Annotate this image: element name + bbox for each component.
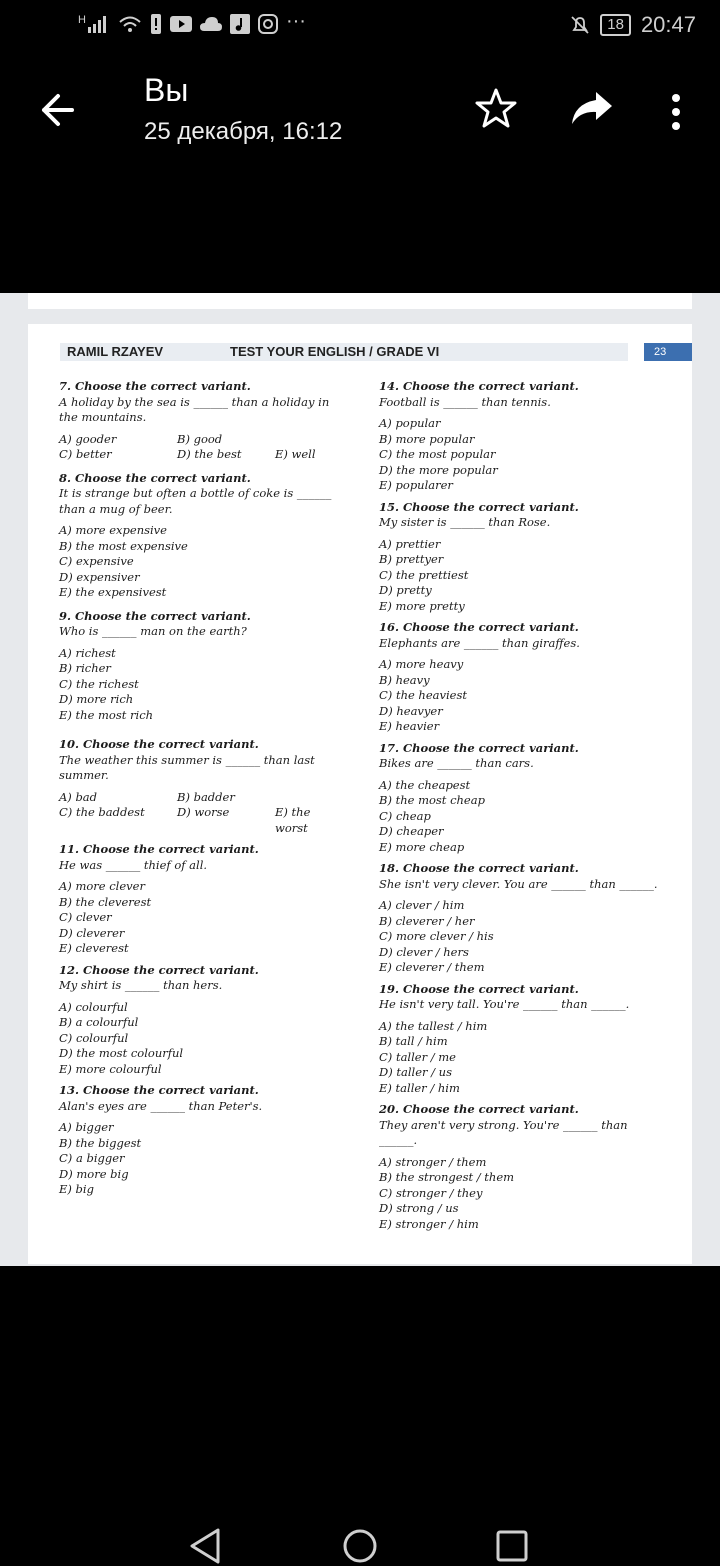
question-block	[379, 861, 669, 976]
question-block	[59, 471, 349, 601]
answer-option: E) cleverer / them	[379, 960, 485, 974]
author-name: RAMIL RZAYEV	[67, 344, 164, 359]
answer-options	[379, 898, 669, 976]
question-title: 7. Choose the correct variant.	[59, 379, 251, 393]
answer-option: A) prettier	[379, 536, 441, 551]
answer-option: D) worse	[177, 805, 230, 819]
question-title: 9. Choose the correct variant.	[59, 608, 251, 623]
answer-option: A) colourful	[59, 999, 128, 1014]
question-block	[379, 741, 669, 856]
answer-option: B) badder	[177, 789, 235, 804]
question-title: 8. Choose the correct variant.	[59, 470, 251, 485]
answer-options	[59, 790, 349, 837]
question-title: 10. Choose the correct variant.	[59, 737, 259, 751]
answer-options	[379, 1155, 669, 1233]
star-icon[interactable]	[474, 86, 518, 130]
answer-option: B) the biggest	[59, 1135, 142, 1150]
answer-option: B) the most cheap	[379, 793, 485, 807]
share-icon[interactable]	[568, 86, 616, 130]
question-block	[379, 982, 669, 1097]
answer-option: D) pretty	[379, 583, 432, 597]
answer-option: D) heavyer	[379, 703, 443, 718]
answer-option: E) big	[59, 1182, 94, 1196]
answer-option: A) richest	[59, 645, 116, 660]
back-arrow-icon[interactable]	[36, 88, 80, 132]
answer-option: C) the heaviest	[379, 688, 468, 702]
answer-option: E) taller / him	[379, 1080, 460, 1095]
question-title: 18. Choose the correct variant.	[379, 861, 579, 875]
answer-option: C) cheap	[379, 808, 431, 823]
answer-option: D) clever / hers	[379, 944, 469, 959]
answer-option	[275, 432, 345, 448]
answer-option	[275, 790, 345, 806]
question-sentence: Who is ______ man on the earth?	[59, 624, 247, 638]
answer-option: E) more cheap	[379, 839, 465, 854]
nav-recents-icon[interactable]	[496, 1530, 528, 1562]
answer-option: A) bad	[59, 789, 98, 804]
question-sentence: They aren't very strong. You're ______ than ______.	[379, 1117, 628, 1147]
answer-option: E) more colourful	[59, 1061, 162, 1076]
battery-indicator: 18	[600, 14, 631, 36]
answer-option: A) the tallest / him	[379, 1018, 488, 1033]
answer-options	[59, 879, 349, 957]
answer-option: A) popular	[379, 416, 441, 430]
answer-option: A) gooder	[59, 431, 117, 446]
question-block	[379, 620, 669, 735]
answer-option: D) more big	[59, 1166, 129, 1181]
left-column	[59, 379, 349, 1198]
question-block	[59, 379, 349, 463]
answer-option: B) more popular	[379, 431, 475, 446]
question-block	[379, 379, 669, 494]
question-title: 14. Choose the correct variant.	[379, 379, 579, 393]
answer-option: D) taller / us	[379, 1065, 452, 1079]
test-page	[28, 324, 692, 1264]
answer-option: D) strong / us	[379, 1201, 459, 1215]
answer-options	[59, 432, 349, 463]
answer-option: C) expensive	[59, 554, 134, 568]
wifi-icon	[118, 15, 142, 33]
sender-title: Вы	[144, 72, 189, 108]
answer-option: C) a bigger	[59, 1151, 125, 1165]
answer-option: D) expensiver	[59, 569, 140, 584]
app-bar	[0, 56, 720, 206]
answer-option: C) taller / me	[379, 1049, 456, 1064]
question-block	[59, 842, 349, 957]
answer-option: A) clever / him	[379, 898, 465, 912]
right-column	[379, 379, 669, 1232]
instagram-icon	[258, 14, 278, 34]
overflow-menu-icon[interactable]	[664, 92, 688, 132]
answer-option: E) the expensivest	[59, 585, 167, 599]
answer-option: D) cheaper	[379, 824, 444, 838]
answer-option: E) the most rich	[59, 707, 154, 722]
answer-options	[59, 523, 349, 601]
answer-option: E) heavier	[379, 719, 440, 733]
answer-option: E) cleverest	[59, 941, 129, 955]
more-dots-icon: ···	[285, 9, 306, 32]
answer-option: B) cleverer / her	[379, 913, 475, 928]
answer-option: C) colourful	[59, 1030, 129, 1045]
status-icons	[78, 9, 306, 34]
answer-option: D) more rich	[59, 692, 134, 706]
question-title: 15. Choose the correct variant.	[379, 499, 579, 514]
answer-option: C) better	[59, 447, 112, 461]
answer-option: E) stronger / him	[379, 1216, 479, 1231]
question-block	[59, 963, 349, 1078]
answer-option: A) more heavy	[379, 657, 464, 671]
question-sentence: He isn't very tall. You're ______ than ______.	[379, 997, 630, 1011]
answer-option: D) the more popular	[379, 462, 498, 477]
cloud-icon	[200, 17, 222, 31]
navigation-bar	[0, 1266, 720, 1560]
answer-option: E) the worst	[275, 805, 311, 835]
answer-option: B) heavy	[379, 672, 430, 687]
answer-option: C) the richest	[59, 676, 139, 691]
question-title: 20. Choose the correct variant.	[379, 1102, 579, 1116]
question-sentence: Elephants are ______ than giraffes.	[379, 635, 580, 650]
question-title: 16. Choose the correct variant.	[379, 620, 579, 634]
test-title: TEST YOUR ENGLISH / GRADE VI	[230, 344, 440, 359]
question-block	[59, 737, 349, 836]
answer-option: B) the strongest / them	[379, 1170, 515, 1184]
signal-icon	[88, 15, 110, 33]
answer-option: A) stronger / them	[379, 1154, 487, 1169]
question-sentence: The weather this summer is ______ than last summer.	[59, 752, 315, 782]
question-sentence: It is strange but often a bottle of coke is ______ than a mug of beer.	[59, 486, 332, 516]
answer-option: C) clever	[59, 910, 112, 924]
answer-option: B) tall / him	[379, 1034, 448, 1048]
status-bar	[0, 0, 720, 56]
answer-options	[379, 657, 669, 735]
question-block	[59, 1083, 349, 1198]
answer-option: E) popularer	[379, 478, 453, 492]
nav-home-icon[interactable]	[342, 1528, 378, 1564]
status-right	[570, 12, 696, 38]
answer-option: C) the baddest	[59, 805, 145, 819]
answer-option: A) bigger	[59, 1120, 114, 1134]
page-header	[60, 343, 628, 361]
answer-option: B) a colourful	[59, 1015, 139, 1029]
question-sentence: Football is ______ than tennis.	[379, 394, 551, 409]
question-block	[379, 1102, 669, 1232]
question-sentence: A holiday by the sea is ______ than a holiday in the mountains.	[59, 394, 330, 424]
answer-options	[379, 1019, 669, 1097]
answer-option: D) the best	[177, 447, 242, 461]
answer-option: A) more expensive	[59, 523, 167, 537]
question-sentence: He was ______ thief of all.	[59, 857, 208, 872]
answer-option: C) the prettiest	[379, 567, 469, 582]
question-title: 17. Choose the correct variant.	[379, 740, 579, 755]
answer-option: B) good	[177, 431, 223, 446]
page-number: 23	[644, 343, 692, 361]
question-title: 11. Choose the correct variant.	[59, 842, 259, 856]
answer-option: B) the cleverest	[59, 894, 152, 909]
answer-options	[59, 646, 349, 724]
question-sentence: My sister is ______ than Rose.	[379, 515, 551, 529]
answer-options	[379, 537, 669, 615]
answer-option: E) well	[275, 447, 316, 461]
answer-option: B) prettyer	[379, 552, 444, 566]
answer-options	[379, 416, 669, 494]
message-date: 25 декабря, 16:12	[144, 118, 343, 145]
youtube-icon	[170, 16, 192, 32]
music-icon	[230, 14, 250, 34]
answer-option: D) the most colourful	[59, 1046, 184, 1060]
previous-page-edge	[28, 293, 692, 309]
answer-option: C) the most popular	[379, 447, 496, 461]
answer-options	[379, 778, 669, 856]
question-block	[59, 609, 349, 724]
mute-bell-icon	[570, 15, 590, 35]
answer-options	[59, 1120, 349, 1198]
answer-option: B) the most expensive	[59, 538, 188, 553]
nav-back-icon[interactable]	[188, 1526, 222, 1566]
answer-options	[59, 1000, 349, 1078]
answer-option: A) more clever	[59, 879, 145, 893]
question-sentence: She isn't very clever. You are ______ than ______.	[379, 876, 658, 891]
answer-option: D) cleverer	[59, 925, 125, 940]
answer-option: A) the cheapest	[379, 777, 471, 792]
question-block	[379, 500, 669, 615]
alert-icon	[150, 14, 162, 34]
answer-option: C) more clever / his	[379, 929, 494, 943]
answer-option: E) more pretty	[379, 598, 465, 613]
answer-option: B) richer	[59, 661, 111, 675]
answer-option: C) stronger / they	[379, 1185, 483, 1200]
carrier-label: H	[78, 14, 86, 26]
question-title: 19. Choose the correct variant.	[379, 981, 579, 996]
question-title: 12. Choose the correct variant.	[59, 962, 259, 977]
document-image[interactable]	[0, 293, 720, 1266]
question-sentence: Bikes are ______ than cars.	[379, 756, 534, 770]
question-sentence: Alan's eyes are ______ than Peter's.	[59, 1098, 263, 1113]
question-title: 13. Choose the correct variant.	[59, 1083, 259, 1097]
clock: 20:47	[640, 12, 696, 37]
question-sentence: My shirt is ______ than hers.	[59, 978, 223, 992]
